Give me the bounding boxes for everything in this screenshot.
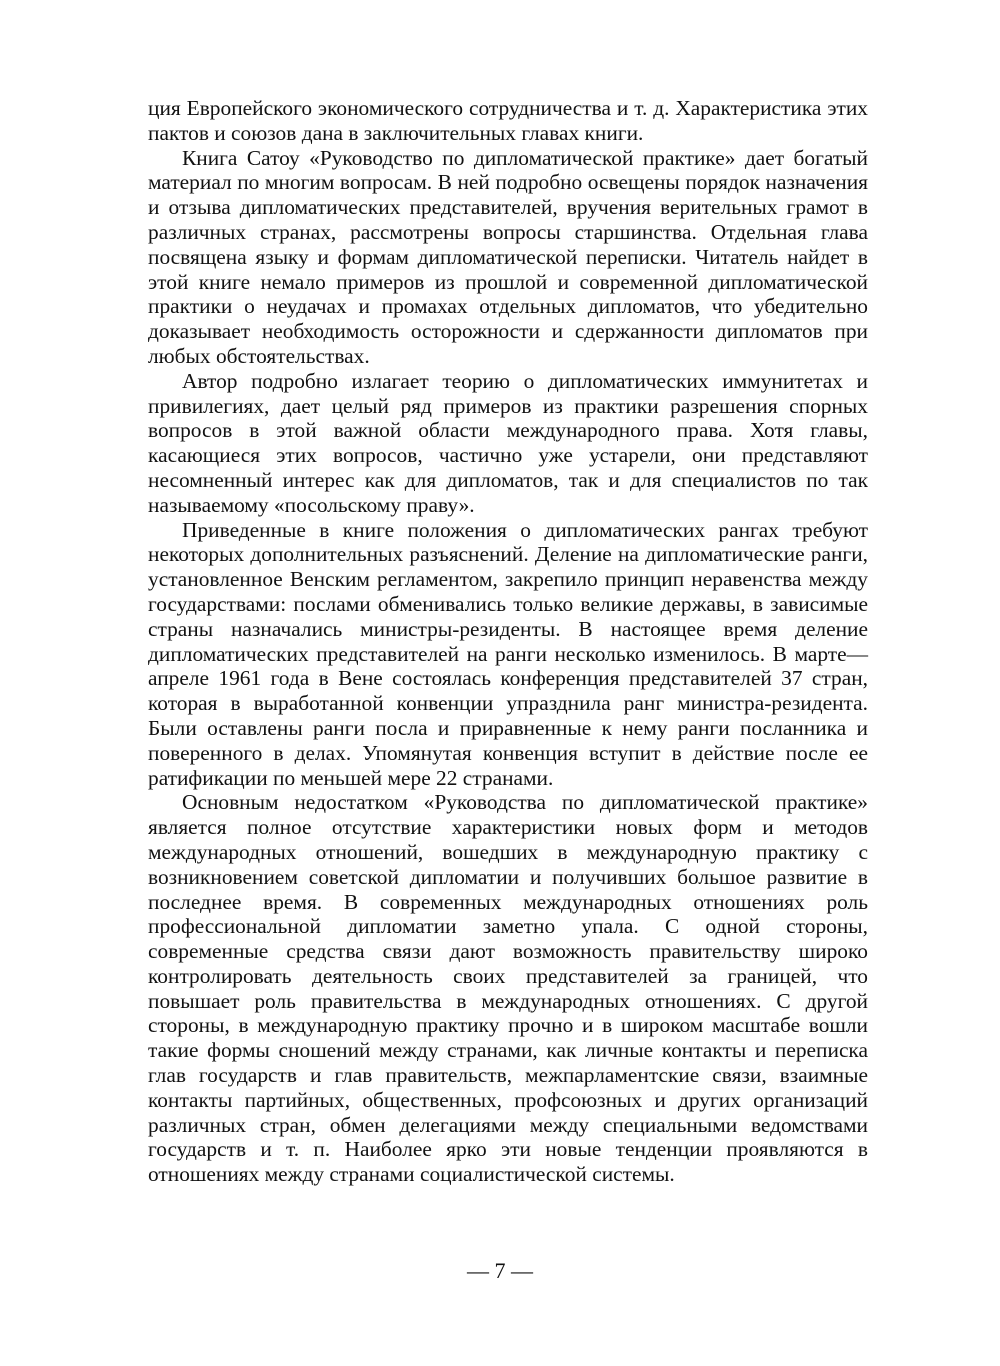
page-number: — 7 — <box>467 1258 533 1283</box>
paragraph-2: Книга Сатоу «Руководство по дипломатической практике» дает богатый материал по многим вопросам. В ней подробно освещены порядок назначения и отзыва дипломатических представителей, вручения верительных грамот в различных странах, рассмотрены вопросы старшинства. Отдельная глава посвящена языку и формам дипломатической переписки. Читатель найдет в этой книге немало примеров из прошлой и современной дипломатической практики о неудачах и промахах отдельных дипломатов, что убедительно доказывает необходимость осторожности и сдержанности дипломатов при любых обстоятельствах. <box>148 145 868 368</box>
paragraph-4: Приведенные в книге положения о дипломатических рангах требуют некоторых дополнительных разъяснений. Деление на дипломатические ранги, установленное Венским регламентом, закрепило принцип неравенства между государствами: послами обменивались только великие державы, в зависимые страны назначались министры-резиденты. В настоящее время деление дипломатических представителей на ранги несколько изменилось. В марте—апреле 1961 года в Вене состоялась конференция представителей 37 стран, которая в выработанной конвенции упразднила ранг министра-резидента. Были оставлены ранги посла и приравненные к нему ранги посланника и поверенного в делах. Упомянутая конвенция вступит в действие после ее ратификации по меньшей мере 22 странами. <box>148 517 868 790</box>
paragraph-3: Автор подробно излагает теорию о дипломатических иммунитетах и привилегиях, дает целый ряд примеров из практики разрешения спорных вопросов в этой важной области международного права. Хотя главы, касающиеся этих вопросов, частично уже устарели, они представляют несомненный интерес как для дипломатов, так и для специалистов по так называемому «посольскому праву». <box>148 368 868 517</box>
paragraph-5: Основным недостатком «Руководства по дипломатической практике» является полное отсутствие характеристики новых форм и методов международных отношений, вошедших в международную практику с возникновением советской дипломатии и получивших большое развитие в последнее время. В современных международных отношениях роль профессиональной дипломатии заметно упала. С одной стороны, современные средства связи дают возможность правительству широко контролировать деятельность своих представителей за границей, что повышает роль правительства в международных отношениях. С другой стороны, в международную практику прочно и в широком масштабе вошли такие формы сношений между странами, как личные контакты и переписка глав государств и глав правительств, межпарламентские связи, взаимные контакты партийных, общественных, профсоюзных и других организаций различных стран, обмен делегациями между специальными ведомствами государств и т. п. Наиболее ярко эти новые тенденции проявляются в отношениях между странами социалистической системы. <box>148 790 868 1187</box>
document-body <box>148 96 868 1187</box>
paragraph-1: ция Европейского экономического сотрудничества и т. д. Характеристика этих пактов и союзов дана в заключительных главах книги. <box>148 96 868 145</box>
